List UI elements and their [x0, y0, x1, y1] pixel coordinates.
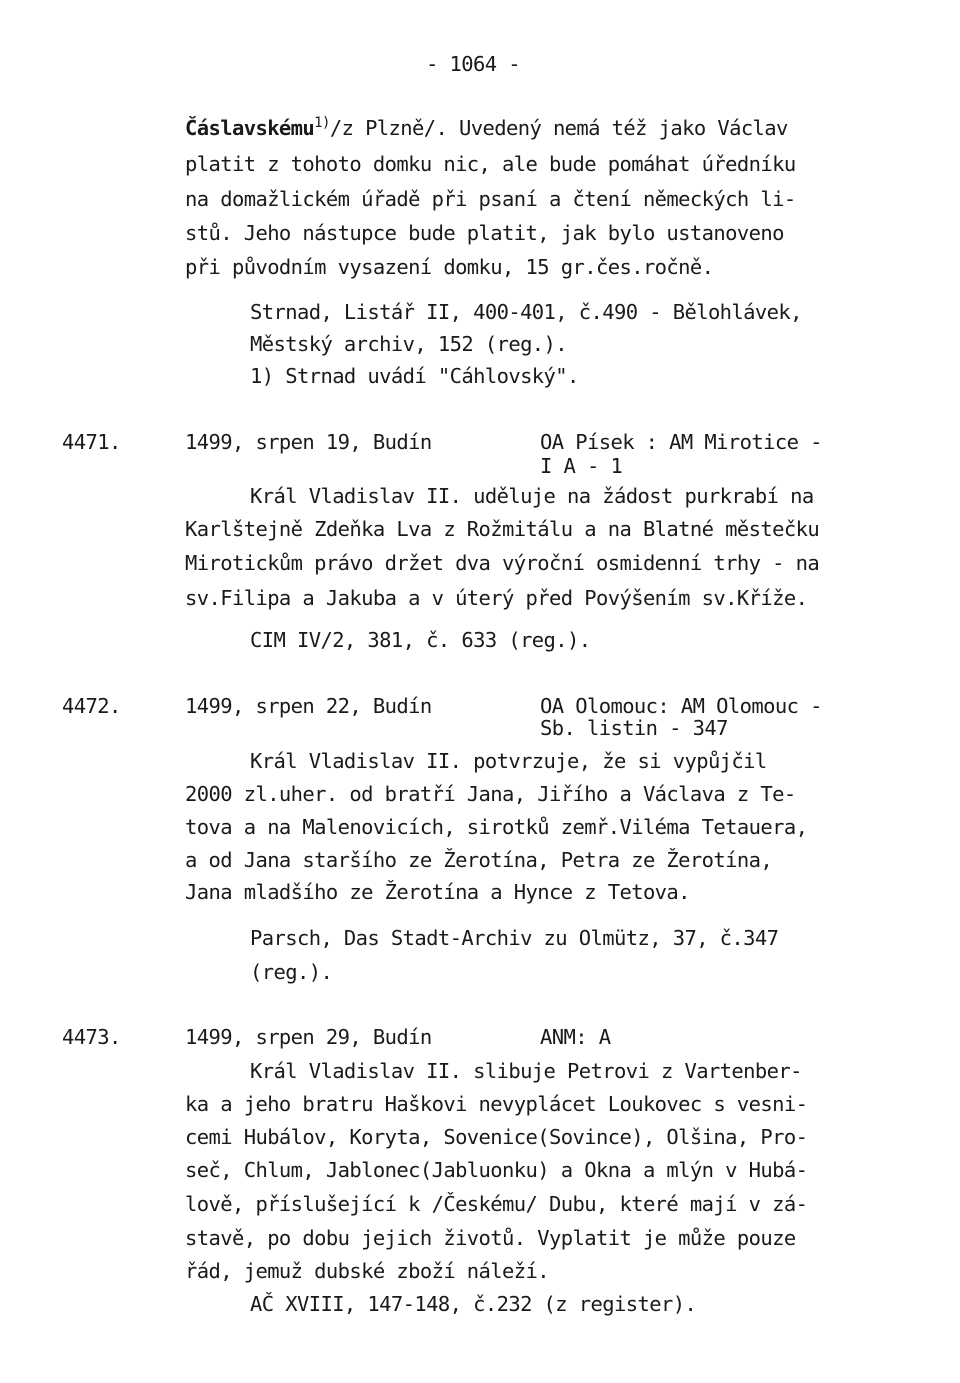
entry-4472-text-5: Jana mladšího ze Žerotína a Hynce z Tetova.: [185, 880, 690, 904]
entry-4472-text-3: tova a na Malenovicích, sirotků zemř.Viléma Tetauera,: [185, 815, 808, 839]
intro-line-3: na domažlickém úřadě při psaní a čtení německých li-: [185, 187, 796, 211]
entry-4472-text-4: a od Jana staršího ze Žerotína, Petra ze Žerotína,: [185, 848, 773, 872]
intro-source-line-2: Městský archiv, 152 (reg.).: [250, 332, 568, 356]
entry-4471-text-4: sv.Filipa a Jakuba a v úterý před Povýšením sv.Kříže.: [185, 586, 808, 610]
entry-4473-archive-1: ANM: A: [540, 1025, 611, 1049]
entry-4471-number: 4471.: [62, 430, 121, 454]
entry-4472-text-1: Král Vladislav II. potvrzuje, že si vypůjčil: [250, 749, 767, 773]
entry-4471-text-1: Král Vladislav II. uděluje na žádost purkrabí na: [250, 484, 814, 508]
entry-4471-archive-1: OA Písek : AM Mirotice -: [540, 430, 822, 454]
entry-4473-text-3: cemi Hubálov, Koryta, Sovenice(Sovince), Olšina, Pro-: [185, 1125, 808, 1149]
entry-4471-source: CIM IV/2, 381, č. 633 (reg.).: [250, 628, 591, 652]
entry-4471-archive-2: I A - 1: [540, 454, 623, 478]
entry-4473-text-7: řád, jemuž dubské zboží náleží.: [185, 1259, 550, 1283]
entry-4472-source-2: (reg.).: [250, 960, 333, 984]
intro-line-2: platit z tohoto domku nic, ale bude pomáhat úředníku: [185, 152, 796, 176]
footnote-ref: 1): [314, 115, 330, 131]
intro-line-4: stů. Jeho nástupce bude platit, jak bylo ustanoveno: [185, 221, 784, 245]
entry-4472-archive-1: OA Olomouc: AM Olomouc -: [540, 694, 822, 718]
entry-4471-text-3: Mirotickům právo držet dva výroční osmidenní trhy - na: [185, 551, 820, 575]
page-number: - 1064 -: [426, 52, 520, 76]
entry-4472-source-1: Parsch, Das Stadt-Archiv zu Olmütz, 37, č.347: [250, 926, 779, 950]
entry-4471-text-2: Karlštejně Zdeňka Lva z Rožmitálu a na Blatné městečku: [185, 517, 820, 541]
entry-4473-text-5: lově, příslušející k /Českému/ Dubu, které mají v zá-: [185, 1192, 808, 1216]
entry-4473-number: 4473.: [62, 1025, 121, 1049]
entry-4472-archive-2: Sb. listin - 347: [540, 716, 728, 740]
entry-4473-text-6: stavě, po dobu jejich životů. Vyplatit je může pouze: [185, 1226, 796, 1250]
intro-source-line-1: Strnad, Listář II, 400-401, č.490 - Bělohlávek,: [250, 300, 802, 324]
entry-4473-text-4: seč, Chlum, Jablonec(Jabluonku) a Okna a mlýn v Hubá-: [185, 1158, 808, 1182]
entry-4472-number: 4472.: [62, 694, 121, 718]
intro-word: Čáslavskému: [185, 115, 315, 140]
intro-line-1-rest: /z Plzně/. Uvedený nemá též jako Václav: [329, 115, 788, 140]
entry-4473-text-1: Král Vladislav II. slibuje Petrovi z Vartenber-: [250, 1059, 802, 1083]
entry-4471-date-place: 1499, srpen 19, Budín: [185, 430, 432, 454]
entry-4473-text-2: ka a jeho bratru Haškovi nevyplácet Loukovec s vesni-: [185, 1092, 808, 1116]
entry-4473-date-place: 1499, srpen 29, Budín: [185, 1025, 432, 1049]
entry-4473-source: AČ XVIII, 147-148, č.232 (z register).: [250, 1292, 697, 1316]
entry-4472-date-place: 1499, srpen 22, Budín: [185, 694, 432, 718]
intro-line-5: při původním vysazení domku, 15 gr.čes.ročně.: [185, 255, 714, 279]
intro-footnote: 1) Strnad uvádí "Cáhlovský".: [250, 364, 579, 388]
intro-line-1: [185, 115, 788, 140]
entry-4472-text-2: 2000 zl.uher. od bratří Jana, Jiřího a Václava z Te-: [185, 782, 796, 806]
